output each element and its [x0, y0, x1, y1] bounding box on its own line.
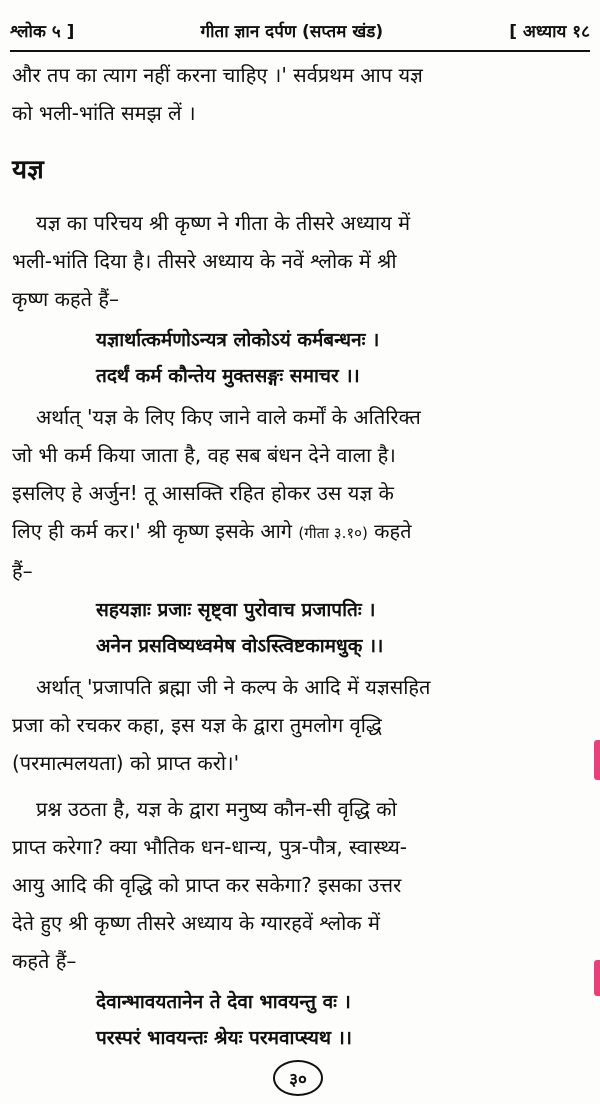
page-header [10, 14, 590, 46]
text-line: कृष्ण कहते हैं– [12, 287, 119, 311]
verse-line: यज्ञार्थात्कर्मणोऽन्यत्र लोकोऽयं कर्मबन्धनः । [96, 329, 380, 351]
verse-block [96, 984, 352, 1056]
gita-reference: (गीता ३.१०) [298, 524, 368, 542]
text-line: प्रश्न उठता है, यज्ञ के द्वारा मनुष्य कौन-सी वृद्धि को [36, 797, 397, 821]
verse-line: अनेन प्रसविष्यध्वमेष वोऽस्त्विष्टकामधुक् ।। [96, 635, 384, 657]
verse-line: तदर्थं कर्म कौन्तेय मुक्तसङ्गः समाचर ।। [96, 365, 360, 387]
text-span: लिए ही कर्म कर।' श्री कृष्ण इसके आगे [12, 519, 293, 543]
verse-line: सहयज्ञाः प्रजाः सृष्ट्वा पुरोवाच प्रजापतिः । [96, 599, 376, 621]
text-line: प्रजा को रचकर कहा, इस यज्ञ के द्वारा तुमलोग वृद्धि [12, 713, 382, 737]
verse-line: देवान्भावयतानेन ते देवा भावयन्तु वः । [96, 991, 351, 1013]
text-line: यज्ञ का परिचय श्री कृष्ण ने गीता के तीसरे अध्याय में [36, 211, 411, 235]
text-line: प्राप्त करेगा? क्या भौतिक धन-धान्य, पुत्र-पौत्र, स्वास्थ्य- [12, 835, 408, 859]
text-line: आयु आदि की वृद्धि को प्राप्त कर सकेगा? इसका उत्तर [12, 873, 402, 897]
paragraph-intro-yajna [12, 204, 590, 318]
text-line: देते हुए श्री कृष्ण तीसरे अध्याय के ग्यारहवें श्लोक में [12, 911, 380, 935]
page-number: ३० [273, 1060, 323, 1096]
verse-block [96, 322, 379, 394]
header-divider [10, 50, 590, 52]
text-line: भली-भांति दिया है। तीसरे अध्याय के नवें श्लोक में श्री [12, 249, 397, 273]
intro-paragraph [12, 56, 590, 132]
header-book-title: गीता ज्ञान दर्पण (सप्तम खंड) [200, 21, 384, 42]
paragraph-question [12, 790, 590, 980]
edge-marker [594, 740, 600, 780]
verse-line: परस्परं भावयन्तः श्रेयः परमवाप्स्यथ ।। [96, 1027, 352, 1049]
text-line: (परमात्मलयता) को प्राप्त करो।' [12, 751, 240, 775]
text-line: को भली-भांति समझ लें । [12, 101, 196, 125]
text-line: और तप का त्याग नहीं करना चाहिए ।' सर्वप्रथम आप यज्ञ [12, 63, 423, 87]
text-line: इसलिए हे अर्जुन! तू आसक्ति रहित होकर उस यज्ञ के [12, 481, 394, 505]
header-verse-ref: श्लोक ५ ] [10, 21, 75, 42]
paragraph-meaning-1 [12, 398, 590, 590]
verse-block [96, 592, 383, 664]
text-line [12, 512, 590, 552]
section-heading: यज्ञ [12, 155, 44, 185]
header-chapter-ref: [ अध्याय १८ [509, 21, 590, 42]
edge-marker [594, 960, 600, 996]
text-line: अर्थात् 'यज्ञ के लिए किए जाने वाले कर्मों के अतिरिक्त [36, 405, 421, 429]
text-span: कहते [374, 519, 412, 543]
text-line: हैं– [12, 559, 33, 583]
paragraph-meaning-2 [12, 668, 590, 782]
text-line: अर्थात् 'प्रजापति ब्रह्मा जी ने कल्प के आदि में यज्ञसहित [36, 675, 431, 699]
text-line: कहते हैं– [12, 949, 77, 973]
text-line: जो भी कर्म किया जाता है, वह सब बंधन देने वाला है। [12, 443, 396, 467]
